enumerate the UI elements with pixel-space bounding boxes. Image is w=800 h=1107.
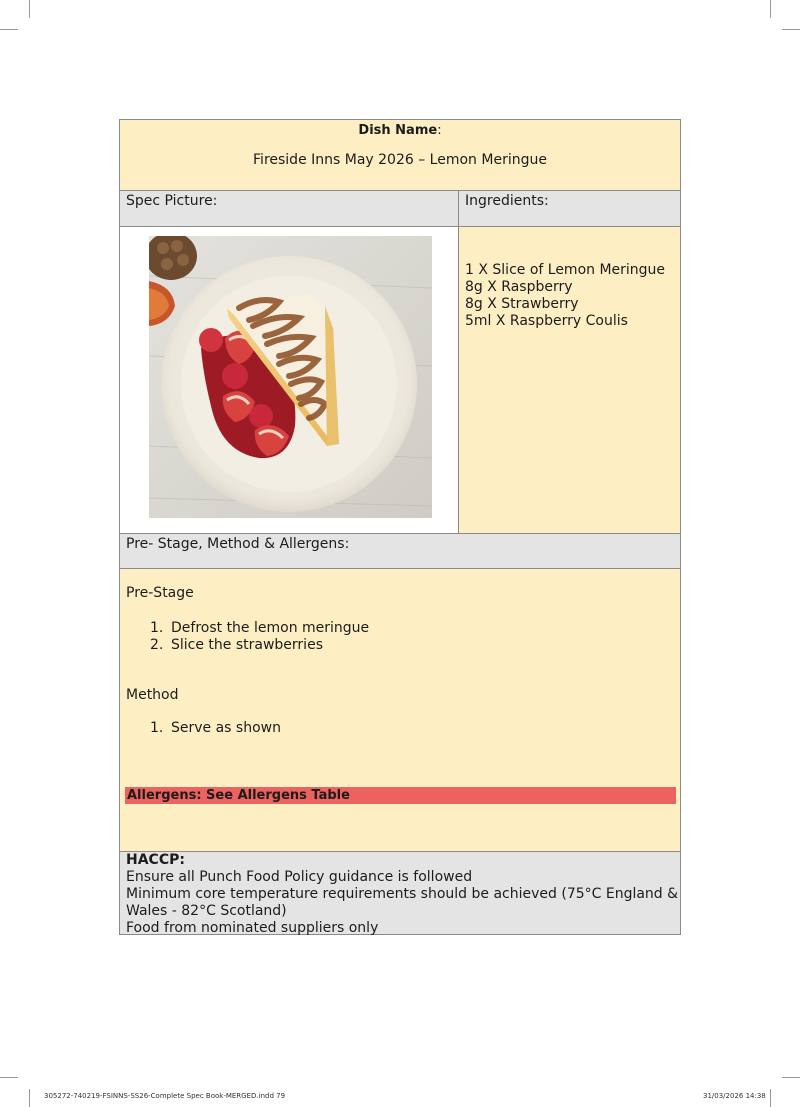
- step-number: 1.: [150, 620, 164, 636]
- pre-stage-label: Pre-Stage: [126, 585, 194, 601]
- crop-mark: [29, 0, 30, 18]
- footer-filename: 305272-740219-FSINNS-SS26-Complete Spec Book-MERGED.indd 79: [44, 1092, 286, 1100]
- ingredients-label: Ingredients:: [465, 193, 549, 209]
- crop-mark: [782, 29, 800, 30]
- dish-name-label: Dish Name: [358, 123, 438, 138]
- crop-mark: [0, 29, 18, 30]
- method-header-label: Pre- Stage, Method & Allergens:: [126, 536, 350, 552]
- ingredient-item: 1 X Slice of Lemon Meringue: [465, 262, 666, 278]
- pre-stage-step: [150, 620, 369, 637]
- ingredients-list: [459, 227, 680, 330]
- crop-mark: [29, 1089, 30, 1107]
- step-number: 2.: [150, 637, 164, 653]
- lemon-meringue-photo: [149, 236, 432, 518]
- method-label: Method: [126, 687, 179, 703]
- step-text: Slice the strawberries: [171, 637, 323, 653]
- dish-name-heading: [120, 120, 680, 138]
- step-number: 1.: [150, 720, 164, 736]
- method-step: [150, 720, 281, 737]
- haccp-block: [120, 852, 680, 937]
- ingredient-item: 5ml X Raspberry Coulis: [465, 313, 628, 329]
- haccp-title: HACCP:: [126, 852, 185, 868]
- pre-stage-steps: [150, 620, 369, 654]
- ingredients-cell: [458, 226, 680, 533]
- spec-sheet: [119, 119, 681, 935]
- crop-mark: [770, 1089, 771, 1107]
- method-cell: [120, 568, 680, 851]
- ingredients-header: [458, 190, 680, 226]
- allergens-banner: Allergens: See Allergens Table: [125, 787, 676, 804]
- ingredient-item: 8g X Strawberry: [465, 296, 579, 312]
- ingredient-item: 8g X Raspberry: [465, 279, 573, 295]
- haccp-line: Ensure all Punch Food Policy guidance is followed: [126, 869, 473, 885]
- method-steps: [150, 720, 281, 737]
- spec-picture-header: [120, 190, 458, 226]
- crop-mark: [770, 0, 771, 18]
- pre-stage-step: [150, 637, 369, 654]
- dish-name-cell: [120, 120, 680, 190]
- crop-mark: [782, 1077, 800, 1078]
- dish-name-value: Fireside Inns May 2026 – Lemon Meringue: [253, 152, 547, 168]
- haccp-line: Food from nominated suppliers only: [126, 920, 379, 936]
- haccp-cell: [120, 851, 680, 934]
- crop-mark: [0, 1077, 18, 1078]
- dish-name-colon: :: [437, 123, 442, 138]
- haccp-line: Wales - 82°C Scotland): [126, 903, 287, 919]
- step-text: Serve as shown: [171, 720, 281, 736]
- footer-timestamp: 31/03/2026 14:38: [703, 1092, 766, 1100]
- spec-picture-label: Spec Picture:: [126, 193, 218, 209]
- dish-photo: [149, 236, 432, 518]
- spec-picture-cell: [120, 226, 458, 533]
- method-header: [120, 533, 680, 568]
- step-text: Defrost the lemon meringue: [171, 620, 370, 636]
- haccp-line: Minimum core temperature requirements should be achieved (75°C England &: [126, 886, 679, 902]
